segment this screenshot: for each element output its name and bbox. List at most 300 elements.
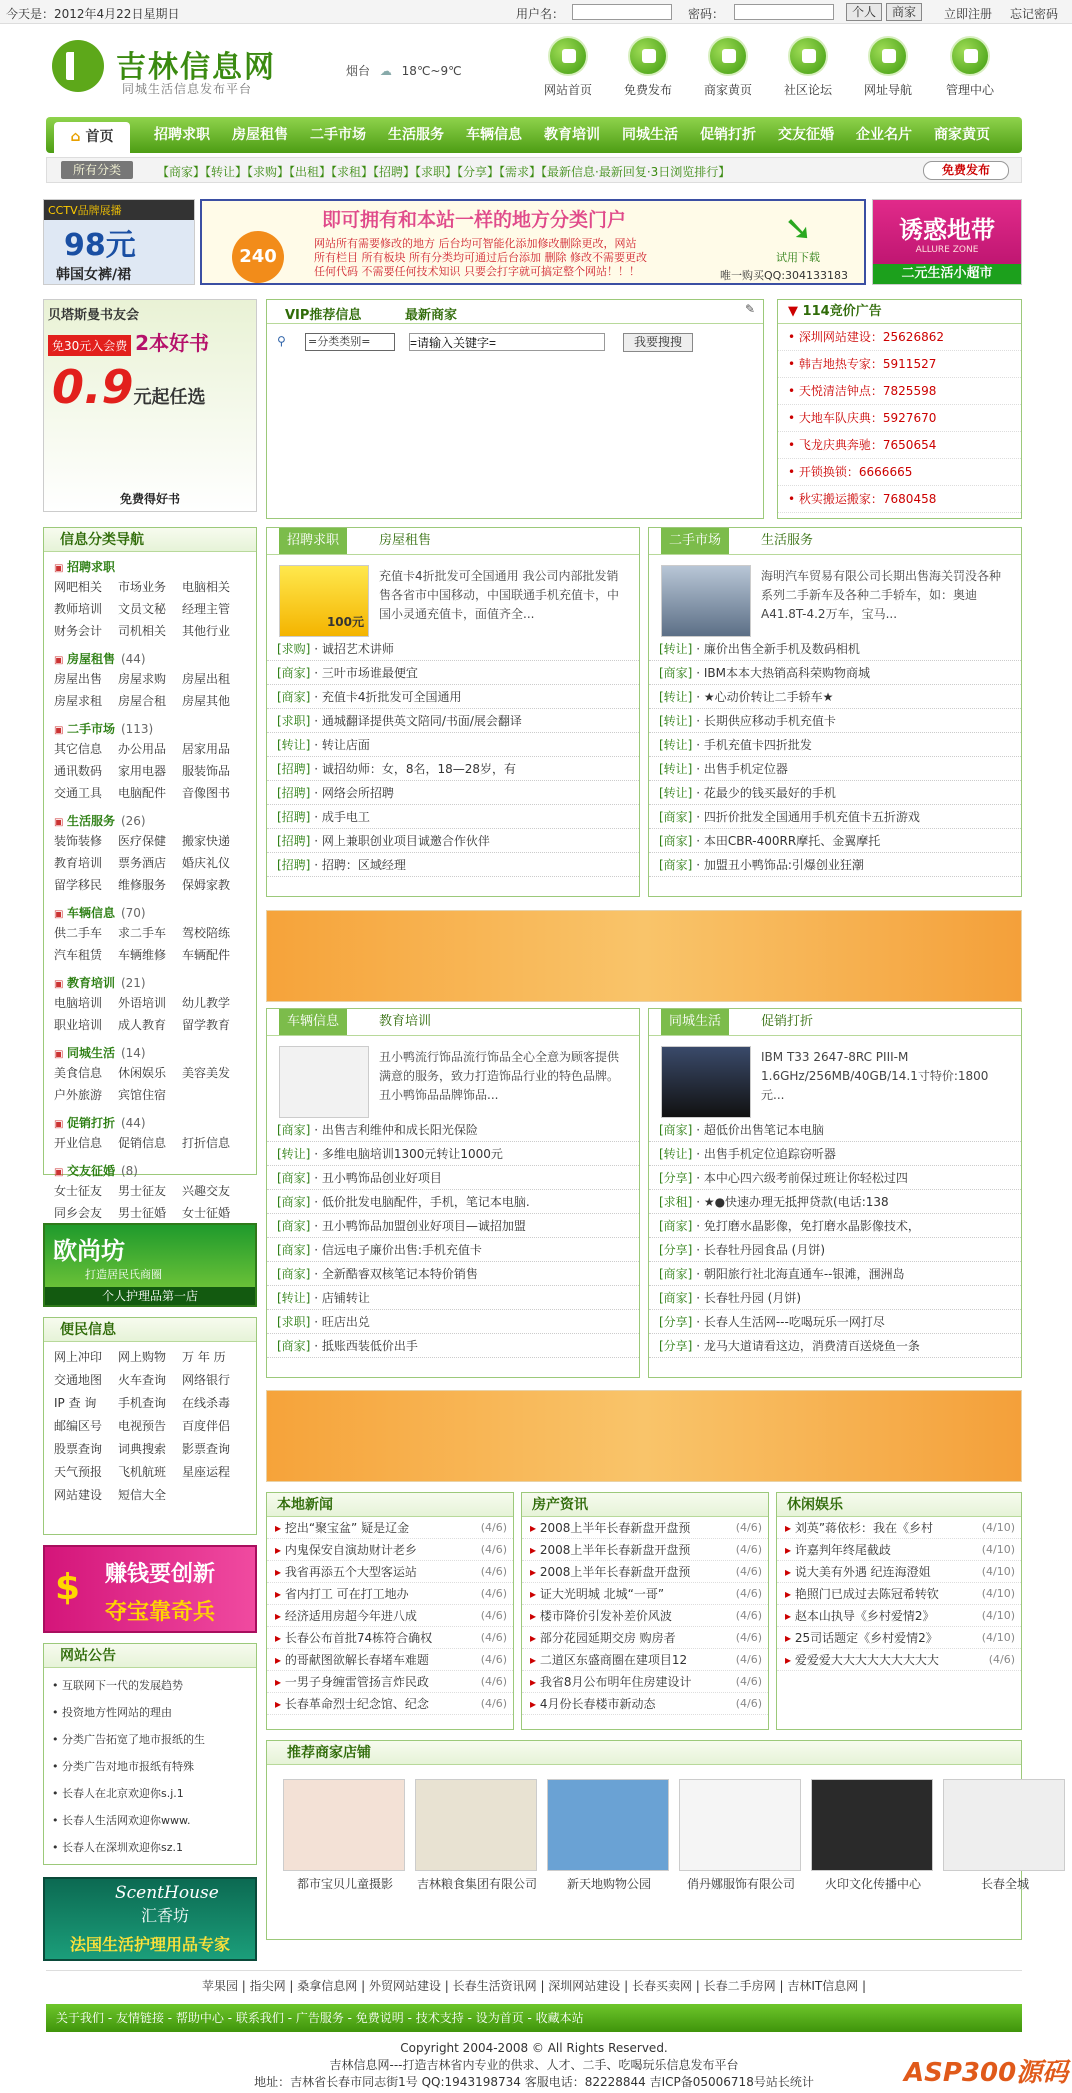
subcategory-link[interactable]: 开业信息 — [54, 1136, 103, 1150]
news-item[interactable] — [267, 1561, 513, 1583]
convenience-link[interactable]: 短信大全 — [118, 1488, 167, 1502]
news-item[interactable] — [522, 1517, 768, 1539]
convenience-link[interactable]: 天气预报 — [54, 1465, 103, 1479]
subcategory-link[interactable]: 同乡会友 — [54, 1206, 103, 1220]
main-nav-item[interactable]: 车辆信息 — [466, 127, 522, 143]
shop-card[interactable] — [943, 1779, 1067, 1892]
tab-market[interactable]: 二手市场 — [661, 528, 729, 554]
list-item[interactable] — [267, 1142, 639, 1166]
shop-card[interactable] — [283, 1779, 407, 1892]
subcategory-link[interactable]: 外语培训 — [118, 996, 167, 1010]
shop-card[interactable] — [679, 1779, 803, 1892]
subcategory-link[interactable]: 电脑配件 — [118, 786, 167, 800]
subcategory-link[interactable]: 电脑培训 — [54, 996, 103, 1010]
sidebar-category-header[interactable] — [54, 1114, 246, 1132]
subcategory-link[interactable]: 网吧相关 — [54, 580, 103, 594]
news-date: (4/6) — [480, 1521, 507, 1534]
sub-nav-links[interactable]: 【商家】【转让】【求购】【出租】【求租】【招聘】【求职】【分享】【需求】【最新信息·最新回复·3日浏览排行】 — [157, 165, 731, 179]
news-item[interactable] — [522, 1583, 768, 1605]
list-item[interactable] — [267, 805, 639, 829]
list-item-category: [商家] — [659, 810, 693, 824]
main-nav-item[interactable]: 同城生活 — [622, 127, 678, 143]
category-name: 教育培训 — [66, 976, 115, 990]
convenience-link[interactable]: 火车查询 — [118, 1373, 167, 1387]
subcategory-link[interactable]: 交通工具 — [54, 786, 103, 800]
vip-tab[interactable]: VIP推荐信息 — [285, 308, 362, 323]
shop-list — [283, 1779, 1037, 1919]
news-item[interactable] — [522, 1693, 768, 1715]
subcategory-link[interactable]: 留学移民 — [54, 878, 103, 892]
list-item[interactable] — [649, 829, 1021, 853]
subcategory-link[interactable]: 职业培训 — [54, 1018, 103, 1032]
list-item[interactable] — [649, 1286, 1021, 1310]
subcategory-link[interactable]: 男士征婚 — [118, 1206, 167, 1220]
category-select[interactable]: =分类类别= — [305, 333, 395, 351]
subcategory-link[interactable]: 宾馆住宿 — [118, 1088, 167, 1102]
subcategory-link[interactable]: 教师培训 — [54, 602, 103, 616]
forgot-password-link[interactable]: 忘记密码 — [1010, 7, 1059, 21]
list-item[interactable] — [649, 1238, 1021, 1262]
notice-item[interactable] — [52, 1699, 248, 1726]
main-nav-item[interactable]: 招聘求职 — [154, 127, 210, 143]
convenience-link[interactable]: 手机查询 — [118, 1396, 167, 1410]
list-item-title: 旺店出兑 — [321, 1315, 370, 1329]
ad-strip-2[interactable] — [266, 1390, 1022, 1482]
arrow-icon: ➘ — [784, 209, 813, 249]
list-item-title: 长春牡丹园 (月饼) — [703, 1291, 802, 1305]
nav-label: 社区论坛 — [783, 83, 832, 97]
subcategory-link[interactable]: 供二手车 — [54, 926, 103, 940]
list-item[interactable] — [267, 1166, 639, 1190]
subcategory-link[interactable]: 兴趣交友 — [182, 1184, 231, 1198]
main-nav-home[interactable] — [54, 122, 130, 153]
subcategory-link[interactable]: 房屋求租 — [54, 694, 103, 708]
news-date: (4/6) — [735, 1675, 762, 1688]
list-item-category: [商家] — [277, 1219, 311, 1233]
list-item-category: [转让] — [659, 762, 693, 776]
sidebar-category — [44, 898, 256, 968]
notice-item[interactable] — [52, 1726, 248, 1753]
main-nav-item[interactable]: 促销打折 — [700, 127, 756, 143]
list-item-category: [求职] — [277, 714, 311, 728]
footer-bar[interactable]: 关于我们 - 友情链接 - 帮助中心 - 联系我们 - 广告服务 - 免费说明 - 技术支持 - 设为首页 - 收藏本站 — [46, 2004, 1022, 2032]
nav-forum-button[interactable] — [773, 36, 843, 98]
ad-strip-1[interactable] — [266, 910, 1022, 1002]
news-item[interactable] — [267, 1649, 513, 1671]
subcategory-link[interactable]: 成人教育 — [118, 1018, 167, 1032]
featured-image — [661, 1046, 751, 1118]
news-item[interactable] — [777, 1649, 1021, 1671]
tab-jobs[interactable]: 招聘求职 — [279, 528, 347, 554]
news-item[interactable] — [267, 1517, 513, 1539]
news-item[interactable] — [777, 1605, 1021, 1627]
shop-card[interactable] — [811, 1779, 935, 1892]
side-ad-ochanfang[interactable] — [43, 1223, 257, 1307]
subcategory-link[interactable]: 女士征婚 — [182, 1206, 231, 1220]
tab-cars[interactable]: 车辆信息 — [279, 1009, 347, 1035]
ad-114-item[interactable] — [778, 405, 1021, 432]
featured-item[interactable] — [267, 1036, 639, 1118]
news-title: 挖出“聚宝盆” 疑是辽金 — [284, 1521, 410, 1535]
side-ad-money[interactable] — [43, 1545, 257, 1633]
subcategory-link[interactable]: 服装饰品 — [182, 764, 231, 778]
bullet-icon: • — [52, 1787, 62, 1800]
list-item[interactable] — [649, 1190, 1021, 1214]
nav-home-button[interactable] — [533, 36, 603, 98]
notice-item[interactable] — [52, 1834, 248, 1861]
list-item[interactable] — [267, 1190, 639, 1214]
shop-name: 都市宝贝儿童摄影 — [296, 1877, 393, 1891]
sidebar-category-header[interactable] — [54, 1162, 246, 1180]
notice-item[interactable] — [52, 1753, 248, 1780]
news-item[interactable] — [522, 1561, 768, 1583]
search-button[interactable]: 我要搜搜 — [623, 333, 693, 352]
subcategory-link[interactable]: 打折信息 — [182, 1136, 231, 1150]
arrow-right-icon: ▸ — [785, 1609, 795, 1623]
convenience-link[interactable]: 交通地图 — [54, 1373, 103, 1387]
list-item-title: 四折价批发全国通用手机充值卡五折游戏 — [703, 810, 920, 824]
separator: · — [310, 786, 322, 800]
list-item[interactable] — [267, 709, 639, 733]
subcategory-link[interactable]: 休闲娱乐 — [118, 1066, 167, 1080]
list-item-category: [商家] — [277, 1267, 311, 1281]
main-nav-item[interactable]: 交友征婚 — [778, 127, 834, 143]
list-item[interactable] — [267, 733, 639, 757]
ad-allure-title: 诱惑地带 — [899, 216, 995, 244]
notice-item[interactable] — [52, 1672, 248, 1699]
news-item[interactable] — [267, 1605, 513, 1627]
list-item[interactable] — [649, 757, 1021, 781]
subcategory-link[interactable]: 美食信息 — [54, 1066, 103, 1080]
news-title: 艳照门已成过去陈冠希转钦 — [794, 1587, 939, 1601]
notice-item[interactable] — [52, 1807, 248, 1834]
shop-image — [283, 1779, 405, 1871]
side-ad3-brand: ScentHouse — [115, 1883, 219, 1903]
subcategory-link[interactable]: 房屋出售 — [54, 672, 103, 686]
subcategory-link[interactable]: 车辆维修 — [118, 948, 167, 962]
news-title: 长春公布首批74栋符合确权 — [284, 1631, 433, 1645]
main-nav-item[interactable]: 生活服务 — [388, 127, 444, 143]
list-item-title: 龙马大道请看这边，消费清百送烧鱼一条 — [703, 1339, 920, 1353]
news-item[interactable] — [522, 1671, 768, 1693]
sidebar-category-header[interactable] — [54, 974, 246, 992]
news-item[interactable] — [522, 1649, 768, 1671]
subcategory-link[interactable]: 电脑相关 — [182, 580, 231, 594]
side-ad-scenthouse[interactable] — [43, 1877, 257, 1961]
convenience-grid — [44, 1342, 256, 1509]
subcategory-link[interactable]: 房屋求购 — [118, 672, 167, 686]
list-item-category: [求租] — [659, 1195, 693, 1209]
convenience-link[interactable]: 飞机航班 — [118, 1465, 167, 1479]
separator: · — [692, 642, 704, 656]
username-input[interactable] — [572, 4, 672, 20]
subcategory-link[interactable]: 医疗保健 — [118, 834, 167, 848]
main-nav-item[interactable]: 教育培训 — [544, 127, 600, 143]
shop-card[interactable] — [415, 1779, 539, 1892]
notice-list — [44, 1668, 256, 1865]
site-logo[interactable] — [52, 36, 292, 100]
subcategory-link[interactable]: 留学教育 — [182, 1018, 231, 1032]
subcategory-link[interactable]: 市场业务 — [118, 580, 167, 594]
ad-allure-banner[interactable] — [872, 199, 1022, 285]
nav-admin-button[interactable] — [935, 36, 1005, 98]
list-item[interactable] — [649, 853, 1021, 877]
ad-portal-banner[interactable] — [200, 199, 866, 285]
news-item[interactable] — [777, 1517, 1021, 1539]
convenience-link[interactable]: 在线杀毒 — [182, 1396, 231, 1410]
subcategory-link[interactable]: 装饰装修 — [54, 834, 103, 848]
free-publish-button[interactable]: 免费发布 — [923, 161, 1009, 180]
list-item-category: [商家] — [659, 834, 693, 848]
convenience-link[interactable]: 影票查询 — [182, 1442, 231, 1456]
news-item[interactable] — [267, 1539, 513, 1561]
convenience-link[interactable]: 股票查询 — [54, 1442, 103, 1456]
all-categories-tag[interactable]: 所有分类 — [61, 161, 133, 179]
news-item[interactable] — [777, 1539, 1021, 1561]
tab-education[interactable]: 教育培训 — [379, 1014, 432, 1029]
ads-114-panel — [777, 299, 1022, 519]
subcategory-link[interactable]: 搬家快递 — [182, 834, 231, 848]
news-item[interactable] — [522, 1627, 768, 1649]
subcategory-link[interactable]: 办公用品 — [118, 742, 167, 756]
category-icon: ▣ — [54, 1049, 67, 1060]
list-item-category: [招聘] — [277, 858, 311, 872]
subcategory-link[interactable]: 女士征友 — [54, 1184, 103, 1198]
ad-114-item[interactable] — [778, 351, 1021, 378]
subcategory-link[interactable]: 美容美发 — [182, 1066, 231, 1080]
list-item[interactable] — [267, 661, 639, 685]
convenience-link[interactable]: 电视预告 — [118, 1419, 167, 1433]
list-item[interactable] — [267, 853, 639, 877]
subcategory-link[interactable]: 促销信息 — [118, 1136, 167, 1150]
news-item[interactable] — [267, 1693, 513, 1715]
list-item-title: ★心动价转让二手轿车★ — [703, 690, 834, 704]
list-item[interactable] — [267, 829, 639, 853]
list-item[interactable] — [267, 685, 639, 709]
panel-market-services — [648, 527, 1022, 897]
subcategory-link[interactable]: 汽车租赁 — [54, 948, 103, 962]
list-item[interactable] — [649, 1214, 1021, 1238]
news-item[interactable] — [267, 1583, 513, 1605]
list-item[interactable] — [649, 733, 1021, 757]
ad-114-item[interactable] — [778, 432, 1021, 459]
arrow-right-icon: ▸ — [530, 1521, 540, 1535]
convenience-link[interactable]: 词典搜索 — [118, 1442, 167, 1456]
list-item[interactable] — [267, 1310, 639, 1334]
list-item[interactable] — [267, 1334, 639, 1358]
list-item[interactable] — [649, 685, 1021, 709]
main-nav-item[interactable]: 企业名片 — [856, 127, 912, 143]
convenience-link[interactable]: 万 年 历 — [182, 1350, 226, 1364]
tab-housing[interactable]: 房屋租售 — [379, 533, 432, 548]
subcategory-link[interactable]: 居家用品 — [182, 742, 231, 756]
book-two: 2本好书 — [135, 331, 210, 355]
subcategory-link[interactable]: 音像图书 — [182, 786, 231, 800]
convenience-link[interactable]: 网站建设 — [54, 1488, 103, 1502]
featured-item[interactable] — [267, 555, 639, 637]
news-item[interactable] — [522, 1605, 768, 1627]
tab-promo[interactable]: 促销打折 — [761, 1014, 814, 1029]
ad-114-item[interactable] — [778, 324, 1021, 351]
cart-icon — [708, 36, 748, 76]
list-item[interactable] — [649, 781, 1021, 805]
subcategory-link[interactable]: 票务酒店 — [118, 856, 167, 870]
user-icon — [788, 36, 828, 76]
sidebar-category-header[interactable] — [54, 650, 246, 668]
login-merchant-button[interactable]: 商家 — [886, 3, 922, 21]
tab-services[interactable]: 生活服务 — [761, 533, 814, 548]
notice-item[interactable] — [52, 1780, 248, 1807]
subcategory-link[interactable]: 文员文秘 — [118, 602, 167, 616]
nav-yellowpages-button[interactable] — [693, 36, 763, 98]
subcategory-link[interactable]: 其他行业 — [182, 624, 231, 638]
sidebar-category — [44, 1156, 256, 1226]
panel-cars-education — [266, 1008, 640, 1378]
separator: · — [692, 858, 704, 872]
subcategory-link[interactable]: 房屋出租 — [182, 672, 231, 686]
list-item-category: [商家] — [277, 666, 311, 680]
subcategory-link[interactable]: 户外旅游 — [54, 1088, 103, 1102]
news-item[interactable] — [267, 1627, 513, 1649]
list-item[interactable] — [649, 1334, 1021, 1358]
featured-item[interactable] — [649, 1036, 1021, 1118]
nav-publish-button[interactable] — [613, 36, 683, 98]
sidebar-category — [44, 714, 256, 806]
house-icon: ⌂ — [70, 129, 81, 145]
news-title: 二道区东盛商圈在建项目12 — [539, 1653, 688, 1667]
news-item[interactable] — [777, 1627, 1021, 1649]
list-item[interactable] — [267, 781, 639, 805]
subcategory-link[interactable]: 财务会计 — [54, 624, 103, 638]
new-merchants-tab[interactable]: 最新商家 — [405, 308, 458, 323]
convenience-link[interactable]: 邮编区号 — [54, 1419, 103, 1433]
convenience-link[interactable]: 网络银行 — [182, 1373, 231, 1387]
subcategory-link[interactable]: 车辆配件 — [182, 948, 231, 962]
list-item-title: 朝阳旅行社北海直通车--银滩，涠洲岛 — [703, 1267, 905, 1281]
watermark-logo: ASP300源码 — [904, 2058, 1069, 2088]
subcategory-link[interactable]: 通讯数码 — [54, 764, 103, 778]
subcategory-link[interactable]: 其它信息 — [54, 742, 103, 756]
ad-114-item[interactable] — [778, 459, 1021, 486]
list-item-category: [商家] — [277, 1123, 311, 1137]
main-nav-home-label: 首页 — [85, 129, 114, 145]
convenience-link[interactable]: 网上冲印 — [54, 1350, 103, 1364]
book-club-ad[interactable] — [43, 299, 257, 512]
list-item[interactable] — [267, 1238, 639, 1262]
sidebar-category-header[interactable] — [54, 558, 246, 576]
list-item[interactable] — [267, 1214, 639, 1238]
sidebar-category-header[interactable] — [54, 720, 246, 738]
list-item[interactable] — [649, 1166, 1021, 1190]
arrow-right-icon: ▸ — [275, 1631, 285, 1645]
tab-local[interactable]: 同城生活 — [661, 1009, 729, 1035]
list-item[interactable] — [267, 1286, 639, 1310]
ads-114-title — [778, 300, 1021, 324]
convenience-link[interactable]: 星座运程 — [182, 1465, 231, 1479]
keyword-input[interactable] — [409, 333, 605, 351]
list-item[interactable] — [649, 1262, 1021, 1286]
ad-cctv-banner[interactable] — [43, 199, 195, 285]
subcategory-link[interactable]: 幼儿教学 — [182, 996, 231, 1010]
news-item[interactable] — [267, 1671, 513, 1693]
list-item-category: [商家] — [659, 1291, 693, 1305]
shop-card[interactable] — [547, 1779, 671, 1892]
category-count: (44) — [120, 652, 146, 666]
main-nav-item[interactable]: 二手市场 — [310, 127, 366, 143]
main-nav-item[interactable]: 房屋租售 — [232, 127, 288, 143]
footer-links[interactable]: 苹果园 | 指尖网 | 桑拿信息网 | 外贸网站建设 | 长春生活资讯网 | 深圳网站建设 | 长春买卖网 | 长春二手房网 | 吉林IT信息网 | — [46, 1970, 1022, 2000]
sidebar-title: 信息分类导航 — [44, 528, 256, 552]
list-item[interactable] — [649, 709, 1021, 733]
news-item[interactable] — [522, 1539, 768, 1561]
login-personal-button[interactable]: 个人 — [846, 3, 882, 21]
list-item-category: [求职] — [277, 1315, 311, 1329]
news-item[interactable] — [777, 1561, 1021, 1583]
subcategory-link[interactable]: 求二手车 — [118, 926, 167, 940]
list-item[interactable] — [267, 1262, 639, 1286]
weather-temp: 18℃~9℃ — [401, 64, 462, 78]
password-input[interactable] — [734, 4, 834, 20]
side-ad1-sub: 打造居民氏商圈 — [85, 1268, 162, 1281]
main-nav-item[interactable]: 商家黄页 — [934, 127, 990, 143]
subcategory-link[interactable]: 经理主管 — [182, 602, 231, 616]
news-entertainment-title: 休闲娱乐 — [777, 1493, 1021, 1517]
news-item[interactable] — [777, 1583, 1021, 1605]
sidebar-category-header[interactable] — [54, 1044, 246, 1062]
list-item[interactable] — [649, 1142, 1021, 1166]
list-item[interactable] — [649, 661, 1021, 685]
subcategory-link[interactable]: 驾校陪练 — [182, 926, 231, 940]
subcategory-link[interactable]: 男士征友 — [118, 1184, 167, 1198]
subcategory-link[interactable]: 房屋其他 — [182, 694, 231, 708]
news-date: (4/6) — [480, 1565, 507, 1578]
register-link[interactable]: 立即注册 — [944, 7, 993, 21]
copyright-line: 地址：吉林省长春市同志街1号 QQ:1943198734 客服电话：82228844 吉ICP备05006718号站长统计 — [254, 2075, 814, 2089]
subcategory-link[interactable]: 婚庆礼仪 — [182, 856, 231, 870]
subcategory-link[interactable]: 司机相关 — [118, 624, 167, 638]
list-item-category: [商家] — [659, 1219, 693, 1233]
convenience-link[interactable]: 网上购物 — [118, 1350, 167, 1364]
subcategory-link[interactable]: 房屋合租 — [118, 694, 167, 708]
ad-cctv-price: 98元 — [64, 228, 136, 263]
separator: · — [692, 666, 704, 680]
nav-directory-button[interactable] — [853, 36, 923, 98]
main-nav — [46, 117, 1022, 153]
ad-114-item[interactable] — [778, 378, 1021, 405]
subcategory-link[interactable]: 教育培训 — [54, 856, 103, 870]
sidebar-category-header[interactable] — [54, 812, 246, 830]
ad-114-item[interactable] — [778, 486, 1021, 513]
news-realestate-title: 房产资讯 — [522, 1493, 768, 1517]
list-item[interactable] — [649, 1310, 1021, 1334]
sidebar-category-header[interactable] — [54, 904, 246, 922]
subcategory-link[interactable]: 维修服务 — [118, 878, 167, 892]
news-title: 说大美有外遇 纪连海澄姐 — [794, 1565, 931, 1579]
list-item[interactable] — [649, 805, 1021, 829]
list-item[interactable] — [267, 757, 639, 781]
featured-item[interactable] — [649, 555, 1021, 637]
convenience-link[interactable]: 百度伴侣 — [182, 1419, 231, 1433]
subcategory-link[interactable]: 家用电器 — [118, 764, 167, 778]
edit-icon[interactable]: ✎ — [744, 302, 755, 316]
arrow-right-icon: ▸ — [275, 1675, 285, 1689]
sidebar-category — [44, 1038, 256, 1108]
list-item-title: 招聘：区域经理 — [321, 858, 406, 872]
convenience-link[interactable]: IP 查 询 — [54, 1396, 97, 1410]
panel-local-promo — [648, 1008, 1022, 1378]
subcategory-link[interactable]: 保姆家教 — [182, 878, 231, 892]
news-date: (4/6) — [480, 1631, 507, 1644]
